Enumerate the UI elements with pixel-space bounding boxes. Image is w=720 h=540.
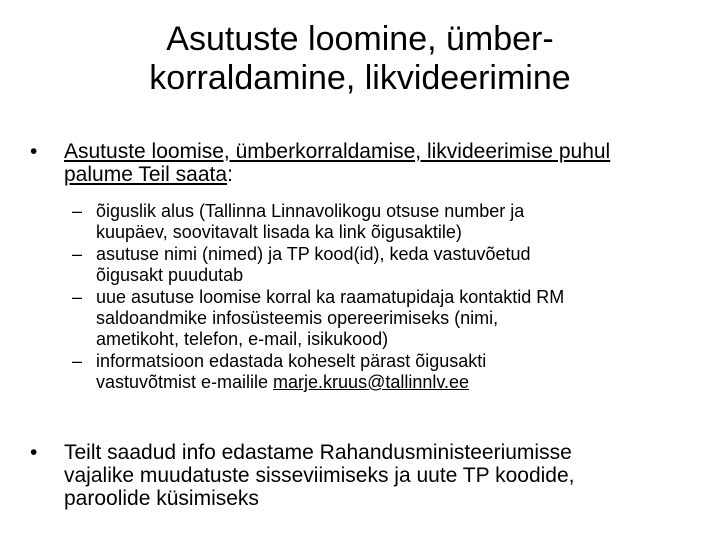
dash-marker: –	[72, 201, 83, 221]
bullet-2-text	[64, 441, 704, 510]
subbullet-1-line-1: õiguslik alus (Tallinna Linnavolikogu otsuse number ja	[96, 201, 525, 221]
bullet-1-line-2-suffix: :	[227, 163, 233, 186]
subbullet-4-line-2: vastuvõtmist e-mailile	[96, 372, 274, 392]
subbullet-4-line-1: informatsioon edastada koheselt pärast õigusakti	[96, 351, 487, 371]
title-line-1: Asutuste loomine, ümber-	[166, 20, 554, 58]
bullet-2-line-1: Teilt saadud info edastame Rahandusministeeriumisse	[64, 441, 572, 464]
subbullet-3-line-3: ametikoht, telefon, e-mail, isikukood)	[96, 329, 389, 349]
subbullet-3	[72, 287, 692, 350]
bullet-1-line-2-wrap	[64, 163, 704, 186]
bullet-marker: •	[30, 441, 38, 464]
subbullet-2-line-2: õigusakt puudutab	[96, 265, 244, 285]
subbullet-list	[72, 201, 692, 394]
subbullet-1-line-2: kuupäev, soovitavalt lisada ka link õigusaktile)	[96, 222, 462, 242]
subbullet-2-line-1: asutuse nimi (nimed) ja TP kood(id), keda vastuvõetud	[96, 244, 531, 264]
subbullet-1	[72, 201, 692, 243]
subbullet-2	[72, 244, 692, 286]
email-link[interactable]: marje.kruus@tallinnlv.ee	[273, 372, 470, 392]
slide-title	[40, 20, 680, 98]
dash-marker: –	[72, 244, 83, 264]
bullet-1-line-1: Asutuste loomise, ümberkorraldamise, likvideerimise puhul	[64, 140, 611, 163]
subbullet-3-line-1: uue asutuse loomise korral ka raamatupidaja kontaktid RM	[96, 287, 565, 307]
bullet-2-line-3: paroolide küsimiseks	[64, 487, 259, 510]
bullet-1-text	[64, 140, 704, 186]
subbullet-3-line-2: saldoandmike infosüsteemis opereerimiseks (nimi,	[96, 308, 499, 328]
title-line-2: korraldamine, likvideerimine	[149, 59, 571, 97]
subbullet-4	[72, 351, 692, 393]
dash-marker: –	[72, 287, 83, 307]
dash-marker: –	[72, 351, 83, 371]
bullet-marker: •	[30, 140, 38, 163]
bullet-1-line-2: palume Teil saata	[64, 163, 228, 186]
bullet-2-line-2: vajalike muudatuste sisseviimiseks ja uute TP koodide,	[64, 464, 575, 487]
subbullet-4-line-2-wrap	[96, 372, 692, 393]
